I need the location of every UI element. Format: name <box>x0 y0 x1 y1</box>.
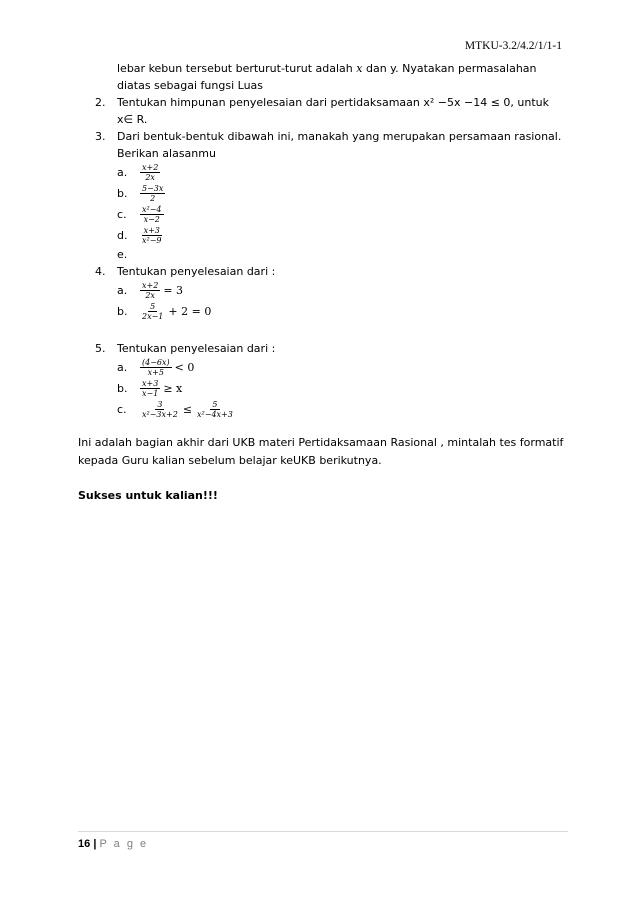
inequality-rhs: ≥ x <box>163 382 183 395</box>
option-label: b. <box>117 305 128 318</box>
fraction-denominator: x²−4x+3 <box>197 410 233 419</box>
question-5 <box>78 340 568 357</box>
equation-rhs: + 2 = 0 <box>168 305 212 318</box>
question-2 <box>78 94 568 128</box>
fraction-numerator: x+2 <box>142 281 159 290</box>
fraction-denominator: 2x <box>145 173 155 182</box>
option-label: c. <box>117 208 127 221</box>
question-5-text: Tentukan penyelesaian dari : <box>117 342 276 355</box>
option-label: a. <box>117 361 128 374</box>
question-2-text: Tentukan himpunan penyelesaian dari pertidaksamaan x² −5x −14 ≤ 0, untuk x∈ R. <box>117 96 550 126</box>
question-4-text: Tentukan penyelesaian dari : <box>117 265 276 278</box>
question-3-option-c <box>78 204 568 225</box>
continuation-line1-b: dan y. Nyatakan permasalahan <box>362 62 537 75</box>
option-label: e. <box>117 248 128 261</box>
question-4-option-a <box>78 280 568 301</box>
fraction-numerator: (4−6x) <box>142 358 170 367</box>
continuation-line2: diatas sebagai fungsi Luas <box>117 79 264 92</box>
fraction-denominator: x²−9 <box>142 236 162 245</box>
fraction-numerator: 5−3x <box>142 184 164 193</box>
question-3-option-e <box>78 246 568 263</box>
fraction <box>140 226 164 245</box>
fraction-denominator: x²−3x+2 <box>142 410 178 419</box>
fraction-numerator: x²−4 <box>142 205 162 214</box>
fraction-numerator: 5 <box>212 400 218 409</box>
footer-separator: | <box>93 838 97 850</box>
fraction <box>195 400 235 419</box>
question-5-number: 5. <box>95 342 106 355</box>
fraction-denominator: x−2 <box>143 215 160 224</box>
success-message: Sukses untuk kalian!!! <box>78 489 218 502</box>
fraction <box>140 302 165 321</box>
equation-rhs: = 3 <box>163 284 184 297</box>
fraction <box>140 205 164 224</box>
page-word: P a g e <box>99 838 149 850</box>
fraction-denominator: 2x−1 <box>142 312 164 321</box>
fraction-denominator: x−1 <box>142 389 159 398</box>
document-code: MTKU-3.2/4.2/1/1-1 <box>464 40 562 52</box>
question-3-option-d <box>78 225 568 246</box>
option-label: a. <box>117 166 128 179</box>
option-label: b. <box>117 382 128 395</box>
fraction <box>140 163 160 182</box>
page-content <box>78 60 568 504</box>
question-3 <box>78 128 568 162</box>
page-footer <box>78 838 148 850</box>
option-label: c. <box>117 403 127 416</box>
option-label: d. <box>117 229 128 242</box>
question-3-line1: Dari bentuk-bentuk dibawah ini, manakah yang merupakan persamaan rasional. <box>117 130 562 143</box>
fraction <box>140 184 165 203</box>
fraction <box>140 379 160 398</box>
fraction <box>140 400 180 419</box>
fraction-denominator: 2x <box>145 291 155 300</box>
question-5-option-b <box>78 378 568 399</box>
question-4 <box>78 263 568 280</box>
question-4-option-b <box>78 301 568 322</box>
fraction <box>140 358 172 377</box>
closing-paragraph: Ini adalah bagian akhir dari UKB materi Pertidaksamaan Rasional , mintalah tes formatif kepada Guru kalian sebelum belajar keUKB berikutnya. <box>78 436 564 467</box>
question-4-number: 4. <box>95 265 106 278</box>
question-3-option-b <box>78 183 568 204</box>
page-number: 16 <box>78 838 91 850</box>
continuation-line1-a: lebar kebun tersebut berturut-turut adalah <box>117 62 357 75</box>
option-label: b. <box>117 187 128 200</box>
fraction-denominator: x+5 <box>147 368 164 377</box>
option-label: a. <box>117 284 128 297</box>
fraction-numerator: 3 <box>157 400 163 409</box>
fraction-numerator: x+3 <box>143 226 160 235</box>
continuation-text <box>78 60 568 94</box>
question-2-number: 2. <box>95 96 106 109</box>
footer-divider <box>78 831 568 832</box>
question-3-option-a <box>78 162 568 183</box>
fraction <box>140 281 160 300</box>
variable-x: x <box>356 62 363 75</box>
question-3-number: 3. <box>95 130 106 143</box>
fraction-denominator: 2 <box>150 194 156 203</box>
fraction-numerator: x+3 <box>142 379 159 388</box>
inequality-sign: ≤ <box>182 403 193 416</box>
fraction-numerator: x+2 <box>142 163 159 172</box>
spacer <box>78 322 568 340</box>
fraction-numerator: 5 <box>150 302 156 311</box>
question-5-option-c <box>78 399 568 420</box>
question-3-line2: Berikan alasanmu <box>117 147 216 160</box>
question-5-option-a <box>78 357 568 378</box>
inequality-rhs: < 0 <box>174 361 195 374</box>
